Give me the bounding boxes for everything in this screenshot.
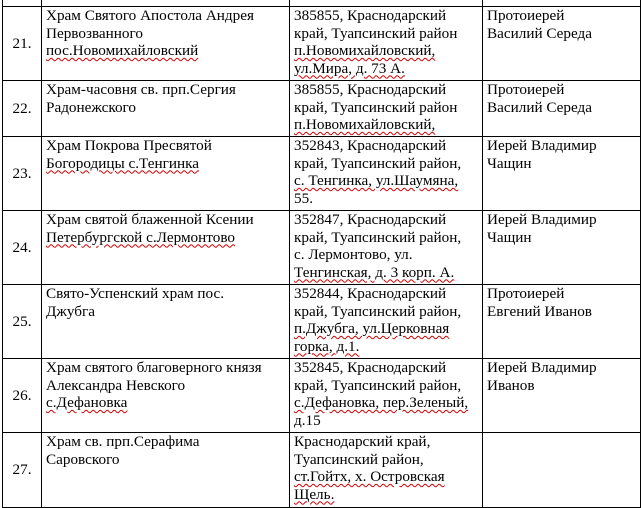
church-name-line: Храм Святого Апостола Андрея [46,7,254,24]
row-number: 21. [3,7,42,81]
table-row [3,137,641,211]
church-name-cell [42,211,290,285]
priest-cell [483,137,641,211]
address-line: 352845, Краснодарский [294,359,447,376]
priest-cell [483,211,641,285]
row-number: 27. [3,433,42,508]
church-name-line: Радонежского [46,98,136,116]
church-name-line: Первозванного [46,24,143,42]
priest-cell [483,433,641,508]
priest-line: Чащин [487,154,532,172]
priest-line: Протоиерей [487,81,565,98]
priest-line: Иерей Владимир [487,359,597,376]
church-name-cell [42,359,290,433]
priest-line: Василий Середа [487,24,593,42]
church-name-line: Храм Покрова Пресвятой [46,137,212,154]
address-line: 352843, Краснодарский [294,137,447,154]
church-name-line: Джубга [46,302,95,320]
table-row [3,359,641,433]
row-number: 25. [3,285,42,359]
address-cell [290,211,483,285]
table-row [3,7,641,81]
priest-line: Иерей Владимир [487,137,597,154]
table-row [3,211,641,285]
priest-cell [483,359,641,433]
table-row [3,285,641,359]
church-name-line: Свято-Успенский храм пос. [46,285,224,302]
address-line: с. Тенгинка, ул.Шаумяна, [294,172,459,189]
address-line: Щель. [294,485,335,503]
address-line: 385855, Краснодарский [294,7,447,24]
priest-cell [483,7,641,81]
address-line: п.Джубга, ул.Церковная [294,320,450,337]
address-line: п.Новомихайловский, [294,116,436,133]
table-row [3,433,641,508]
address-line: горка, д.1. [294,337,360,355]
church-name-line: Храм святого благоверного князя [46,359,262,376]
address-line: Туапсинский район, [294,450,424,468]
church-name-line: Храм святой блаженной Ксении [46,211,254,228]
church-name-line: Петербургской с.Лермонтово [46,228,235,246]
church-name-cell [42,81,290,137]
address-cell [290,285,483,359]
address-line: край, Туапсинский район [294,98,458,116]
priest-line: Евгений Иванов [487,302,592,320]
priest-line: Василий Середа [487,98,593,116]
church-name-line: пос.Новомихайловский [46,42,199,59]
priest-line: Чащин [487,228,532,246]
address-line: Краснодарский край, [294,433,431,450]
church-name-cell [42,433,290,508]
address-line: п.Новомихайловский, [294,42,436,59]
address-line: с. Лермонтово, ул. [294,246,413,263]
address-line: край, Туапсинский район, [294,302,462,320]
address-line: край, Туапсинский район [294,24,458,42]
row-number: 26. [3,359,42,433]
church-name-cell [42,7,290,81]
priest-line: Иерей Владимир [487,211,597,228]
priest-line: Протоиерей [487,7,565,24]
priest-cell [483,285,641,359]
address-line: 352847, Краснодарский [294,211,447,228]
church-name-cell [42,285,290,359]
church-name-line: Храм св. прп.Серафима [46,433,200,450]
address-line: 55. [294,189,313,207]
row-number: 22. [3,81,42,137]
address-line: край, Туапсинский район, [294,376,462,394]
address-cell [290,7,483,81]
row-number: 23. [3,137,42,211]
church-name-cell [42,137,290,211]
address-cell [290,359,483,433]
church-name-line: Саровского [46,450,120,468]
address-line: с.Дефановка, пер.Зеленый, [294,394,469,411]
churches-table [2,0,641,508]
address-cell [290,433,483,508]
address-cell [290,137,483,211]
address-line: д.15 [294,411,321,429]
church-name-line: Богородицы с.Тенгинка [46,154,199,172]
row-number: 24. [3,211,42,285]
address-line: ул.Мира, д. 73 А. [294,59,405,77]
priest-line: Иванов [487,376,535,394]
church-name-line: Храм-часовня св. прп.Сергия [46,81,236,98]
priest-cell [483,81,641,137]
address-line: 352844, Краснодарский [294,285,447,302]
priest-line: Протоиерей [487,285,565,302]
church-name-line: Александра Невского [46,376,186,394]
church-name-line: с.Дефановка [46,394,128,411]
address-line: 385855, Краснодарский [294,81,447,98]
address-line: край, Туапсинский район, [294,154,462,172]
address-cell [290,81,483,137]
address-line: ст.Гойтх, х. Островская [294,468,445,485]
table-row [3,81,641,137]
address-line: край, Туапсинский район, [294,228,462,246]
address-line: Тенгинская, д. 3 корп. А. [294,263,455,281]
